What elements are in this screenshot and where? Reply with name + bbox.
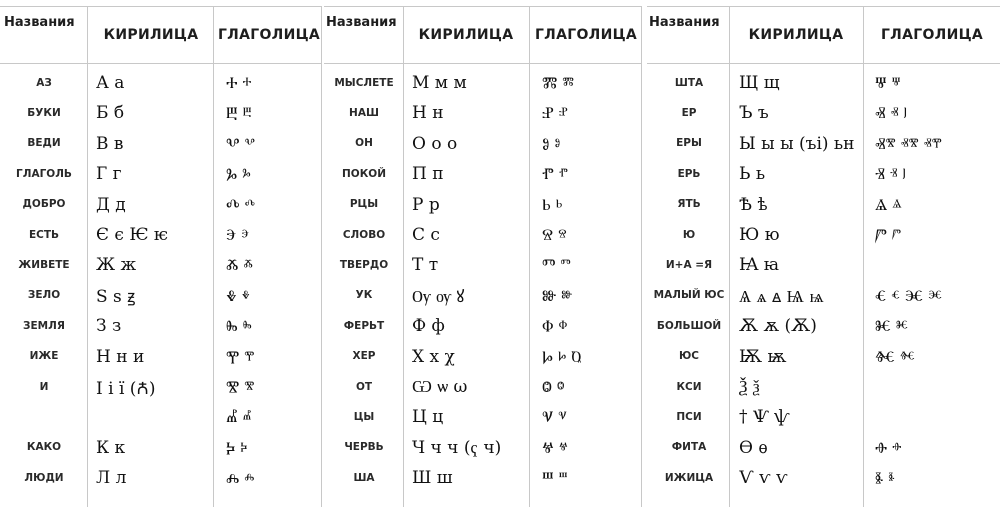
- table-row: [324, 251, 642, 279]
- glagolitic-forms: Ⰴ ⰴ: [226, 194, 255, 214]
- cyrillic-forms: † Ѱ ѱ: [739, 407, 790, 428]
- glagolitic-forms: Ⰳ ⰳ: [226, 164, 251, 184]
- header-rule: [0, 63, 322, 64]
- table-row: [0, 343, 322, 371]
- cyrillic-forms: Ц ц: [412, 407, 444, 428]
- table-row: [647, 434, 1000, 462]
- glagolitic-forms: Ⱓ ⱓ: [875, 225, 902, 244]
- table-row: [647, 464, 1000, 492]
- table-row: [0, 373, 322, 401]
- table-row: [647, 99, 1000, 127]
- cyrillic-forms: Ѕ ѕ ꙃ: [96, 287, 136, 308]
- cyrillic-forms: В в: [96, 133, 124, 154]
- table-row: [0, 282, 322, 310]
- cyrillic-forms: Ю ю: [739, 225, 780, 245]
- letter-name: [4, 403, 84, 431]
- letter-name: И+А =Я: [665, 258, 713, 271]
- glagolitic-forms: Ⱅ ⱅ: [542, 255, 571, 275]
- column-header-names: Названия: [649, 15, 720, 30]
- cyrillic-forms: П п: [412, 164, 444, 185]
- table-panel-1: [0, 6, 322, 507]
- glagolitic-forms: Ⱔ ⱔ Ⱗ ⱗ: [875, 285, 942, 305]
- cyrillic-forms: Ѯ ѯ: [739, 377, 760, 397]
- cyrillic-forms: Ь ь: [739, 164, 766, 185]
- letter-name: ЗЕЛО: [27, 289, 61, 302]
- table-row: [0, 99, 322, 127]
- letter-name: Ю: [682, 228, 696, 241]
- letter-name: УК: [355, 289, 373, 302]
- letter-name: МЫСЛЕТЕ: [334, 76, 394, 89]
- cyrillic-forms: Ѭ ѭ: [739, 346, 787, 367]
- glagolitic-forms: Ⰶ ⰶ: [226, 255, 253, 275]
- letter-name: ИЖИЦА: [664, 471, 714, 484]
- column-header-glagolitic: ГЛАГОЛИЦА: [217, 27, 321, 43]
- letter-name: ТВЕРДО: [339, 258, 389, 271]
- cyrillic-forms: Х х χ: [412, 346, 455, 367]
- glagolitic-forms: [875, 251, 999, 279]
- glagolitic-forms: Ⱃ ⱃ: [542, 194, 563, 214]
- glagolitic-forms: Ⰿ ⰿ: [542, 73, 574, 92]
- cyrillic-forms: Ѡ ѡ ω: [412, 377, 468, 397]
- cyrillic-forms: Ѫ ѫ (Ѫ): [739, 316, 817, 337]
- table-row: [0, 221, 322, 249]
- glagolitic-forms: Ⰸ ⰸ: [226, 316, 252, 336]
- column-header-cyrillic: КИРИЛИЦА: [418, 27, 514, 43]
- header-rule: [647, 63, 1000, 64]
- cyrillic-forms: Ъ ъ: [739, 103, 769, 124]
- letter-name: ШТА: [674, 76, 704, 89]
- column-header-names: Названия: [4, 15, 75, 30]
- cyrillic-forms: Ѳ ѳ: [739, 437, 768, 458]
- cyrillic-forms: Д д: [96, 194, 126, 215]
- cyrillic-forms: Ѵ ѵ ѵ: [739, 468, 788, 489]
- cyrillic-forms: Ы ы ы (ъі) ьн: [739, 133, 855, 154]
- letter-name: ЗЕМЛЯ: [23, 319, 65, 332]
- table-panel-2: [324, 6, 642, 507]
- glagolitic-forms: Ⰾ ⰾ: [226, 468, 255, 488]
- letter-name: ФИТА: [671, 441, 707, 454]
- letter-name: ЕРЫ: [676, 137, 702, 150]
- glagolitic-forms: Ⱇ ⱇ: [542, 316, 568, 336]
- glagolitic-forms: Ⰰ ⰰ: [226, 73, 252, 92]
- table-row: [0, 312, 322, 340]
- glagolitic-forms: Ⱂ ⱂ: [542, 164, 568, 184]
- letter-name: КАКО: [26, 441, 62, 454]
- glagolitic-forms: Ⱎ ⱎ: [542, 468, 568, 488]
- table-row: [647, 130, 1000, 158]
- table-row: [324, 69, 642, 97]
- table-row: [0, 464, 322, 492]
- table-row: [324, 312, 642, 340]
- cyrillic-forms: Н н и: [96, 346, 145, 367]
- letter-name: ЕСТЬ: [28, 228, 60, 241]
- glagolitic-forms: Ⱉ ⱉ: [542, 377, 565, 396]
- cyrillic-forms: К к: [96, 437, 126, 458]
- letter-name: БОЛЬШОЙ: [656, 319, 722, 332]
- glagolitic-forms: Ⱆ ⱆ: [542, 285, 573, 305]
- table-row: [0, 160, 322, 188]
- letter-name: ОН: [355, 137, 373, 150]
- letter-name: БУКИ: [27, 106, 61, 119]
- table-row: [647, 160, 1000, 188]
- table-row: [324, 282, 642, 310]
- letter-name: ЮС: [678, 350, 700, 363]
- letter-name: ВЕДИ: [27, 137, 61, 150]
- glagolitic-forms: [875, 373, 999, 401]
- letter-name: АЗ: [36, 76, 52, 89]
- table-row: [0, 191, 322, 219]
- table-row: [647, 69, 1000, 97]
- letter-name: СЛОВО: [342, 228, 386, 241]
- glagolitic-forms: Ⱐ ⱐ ⱜ: [875, 164, 906, 184]
- glagolitic-forms: Ⱘ ⱘ: [875, 316, 908, 336]
- column-header-glagolitic: ГЛАГОЛИЦА: [534, 27, 638, 43]
- table-row: [647, 343, 1000, 371]
- cyrillic-forms: М м м: [412, 73, 467, 93]
- column-header-names: Названия: [326, 15, 397, 30]
- table-row: [0, 69, 322, 97]
- table-row: [324, 403, 642, 431]
- cyrillic-forms: Т т: [412, 255, 439, 276]
- table-row: [0, 130, 322, 158]
- letter-name: ЖИВЕТЕ: [18, 258, 70, 271]
- letter-name: ПОКОЙ: [341, 167, 386, 180]
- table-row: [647, 251, 1000, 279]
- letter-name: ПСИ: [676, 410, 702, 423]
- letter-name: ША: [353, 471, 375, 484]
- letter-name: ДОБРО: [22, 198, 66, 211]
- glagolitic-forms: Ⱁ ⱁ: [542, 133, 561, 153]
- cyrillic-forms: Ѹ ѹ ꙋ: [412, 287, 465, 308]
- cyrillic-forms: Ш ш: [412, 468, 453, 489]
- glagolitic-forms: Ⱌ ⱌ: [542, 407, 567, 427]
- letter-name: МАЛЫЙ ЮС: [653, 289, 725, 302]
- glagolitic-forms: Ⱏⰺ ⱏⰺ ⱏⰹ: [875, 133, 942, 153]
- table-row: [324, 221, 642, 249]
- cyrillic-forms: Н н: [412, 103, 444, 124]
- glagolitic-forms: Ⰺ ⰺ: [226, 377, 255, 396]
- letter-name: ОТ: [355, 380, 373, 393]
- glagolitic-forms: Ⰽ ⰽ: [226, 437, 248, 457]
- glagolitic-forms: Ⰼ ⰼ: [226, 407, 252, 427]
- cyrillic-forms: Р р: [412, 194, 440, 215]
- table-row: [647, 191, 1000, 219]
- column-header-cyrillic: КИРИЛИЦА: [103, 27, 199, 43]
- table-row: [647, 221, 1000, 249]
- table-panel-3: [647, 6, 1000, 507]
- letter-name: РЦЫ: [349, 198, 379, 211]
- glagolitic-forms: Ⰷ ⰷ: [226, 285, 250, 305]
- cyrillic-forms: Л л: [96, 468, 127, 489]
- letter-name: ЕРЬ: [677, 167, 701, 180]
- letter-name: КСИ: [676, 380, 702, 393]
- table-row: [647, 312, 1000, 340]
- glagolitic-forms: Ⰱ ⰱ: [226, 103, 252, 123]
- table-row: [0, 251, 322, 279]
- glagolitic-forms: Ⱋ ⱋ: [875, 73, 901, 92]
- table-row: [324, 99, 642, 127]
- cyrillic-forms: З з: [96, 316, 122, 337]
- table-row: [324, 464, 642, 492]
- letter-name: ЕР: [681, 106, 697, 119]
- letter-name: ЧЕРВЬ: [344, 441, 384, 454]
- table-row: [647, 373, 1000, 401]
- cyrillic-forms: Ж ж: [96, 255, 137, 276]
- glagolitic-forms: Ⱛ ⱛ: [875, 468, 895, 488]
- table-row: [324, 130, 642, 158]
- letter-name: ЦЫ: [353, 410, 375, 423]
- cyrillic-forms: Б б: [96, 103, 125, 124]
- letter-name: И: [39, 380, 49, 393]
- letter-name: ЯТЬ: [677, 198, 701, 211]
- glagolitic-forms: Ⱈ ⱈ Ⱒ: [542, 346, 582, 366]
- glagolitic-forms: Ⱚ ⱚ: [875, 437, 902, 457]
- cyrillic-forms: А а: [96, 73, 125, 93]
- glagolitic-forms: Ⱀ ⱀ: [542, 103, 568, 123]
- glagolitic-forms: Ⱏ ⱏ ⱜ: [875, 103, 907, 123]
- cyrillic-forms: Щ щ: [739, 73, 780, 93]
- cyrillic-forms: [96, 403, 212, 431]
- table-row: [647, 282, 1000, 310]
- cyrillic-forms: І і ї (Ꙉ): [96, 378, 156, 399]
- cyrillic-forms: Є є Ѥ ѥ: [96, 225, 169, 245]
- glagolitic-forms: Ⱍ ⱍ: [542, 437, 568, 457]
- glagolitic-forms: Ⱄ ⱄ: [542, 225, 567, 244]
- cyrillic-forms: Г г: [96, 164, 122, 185]
- table-row: [324, 343, 642, 371]
- cyrillic-forms: Ф ф: [412, 316, 445, 337]
- cyrillic-forms: С с: [412, 225, 440, 245]
- glagolitic-forms: Ⱑ ⱑ: [875, 194, 902, 214]
- table-row: [647, 403, 1000, 431]
- letter-name: ЛЮДИ: [24, 471, 64, 484]
- table-row: [324, 434, 642, 462]
- glagolitic-forms: Ⰲ ⰲ: [226, 133, 255, 153]
- cyrillic-forms: Ѣ ѣ: [739, 194, 768, 215]
- table-row: [324, 373, 642, 401]
- cyrillic-forms: Ꙗ ꙗ: [739, 255, 780, 276]
- cyrillic-forms: Ч ч ч (ҁ ч): [412, 437, 502, 458]
- glagolitic-forms: [875, 403, 999, 431]
- table-row: [324, 191, 642, 219]
- letter-name: ХЕР: [352, 350, 376, 363]
- column-header-cyrillic: КИРИЛИЦА: [748, 27, 844, 43]
- table-row: [324, 160, 642, 188]
- glagolitic-forms: Ⱙ ⱙ: [875, 346, 915, 366]
- glagolitic-forms: Ⰵ ⰵ: [226, 225, 250, 244]
- column-header-glagolitic: ГЛАГОЛИЦА: [880, 27, 984, 43]
- glagolitic-forms: Ⰹ ⰹ: [226, 346, 255, 366]
- letter-name: ФЕРЬТ: [343, 319, 385, 332]
- cyrillic-forms: Ѧ ѧ ꙙ Ѩ ѩ: [739, 287, 824, 308]
- table-row: [0, 434, 322, 462]
- cyrillic-forms: О о о: [412, 133, 458, 154]
- letter-name: ИЖЕ: [29, 350, 59, 363]
- table-row: [0, 403, 322, 431]
- header-rule: [324, 63, 642, 64]
- letter-name: НАШ: [349, 106, 379, 119]
- letter-name: ГЛАГОЛЬ: [16, 167, 72, 180]
